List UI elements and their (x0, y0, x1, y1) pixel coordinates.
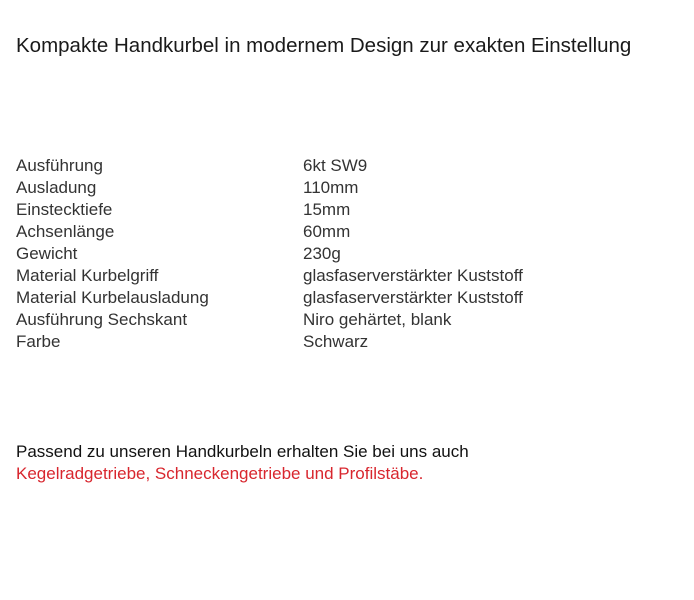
spec-value: 230g (303, 244, 341, 263)
spec-row (16, 243, 523, 265)
spec-label: Achsenlänge (16, 222, 115, 241)
spec-label: Ausführung (16, 156, 103, 175)
spec-value: glasfaserverstärkter Kuststoff (303, 288, 523, 307)
spec-value: 110mm (303, 178, 359, 197)
spec-label: Gewicht (16, 244, 78, 263)
product-title: Kompakte Handkurbel in modernem Design zur exakten Einstellung (16, 34, 632, 57)
spec-label: Ausführung Sechskant (16, 310, 188, 329)
spec-row (16, 155, 523, 177)
spec-row (16, 221, 523, 243)
related-products-note (16, 441, 469, 485)
spec-label: Einstecktiefe (16, 200, 113, 219)
spec-table (16, 155, 523, 353)
spec-row (16, 177, 523, 199)
spec-label: Material Kurbelausladung (16, 288, 209, 307)
spec-row (16, 331, 523, 353)
spec-label: Material Kurbelgriff (16, 266, 159, 285)
spec-value: Schwarz (303, 332, 369, 351)
related-products-text: Passend zu unseren Handkurbeln erhalten Sie bei uns auch (16, 442, 469, 461)
spec-value: Niro gehärtet, blank (303, 310, 452, 329)
spec-row (16, 265, 523, 287)
spec-row (16, 287, 523, 309)
spec-value: 60mm (303, 222, 351, 241)
related-products-link[interactable]: Kegelradgetriebe, Schneckengetriebe und Profilstäbe. (16, 464, 424, 483)
spec-row (16, 199, 523, 221)
spec-row (16, 309, 523, 331)
spec-value: 15mm (303, 200, 351, 219)
spec-label: Farbe (16, 332, 61, 351)
spec-label: Ausladung (16, 178, 97, 197)
spec-value: glasfaserverstärkter Kuststoff (303, 266, 523, 285)
spec-value: 6kt SW9 (303, 156, 368, 175)
